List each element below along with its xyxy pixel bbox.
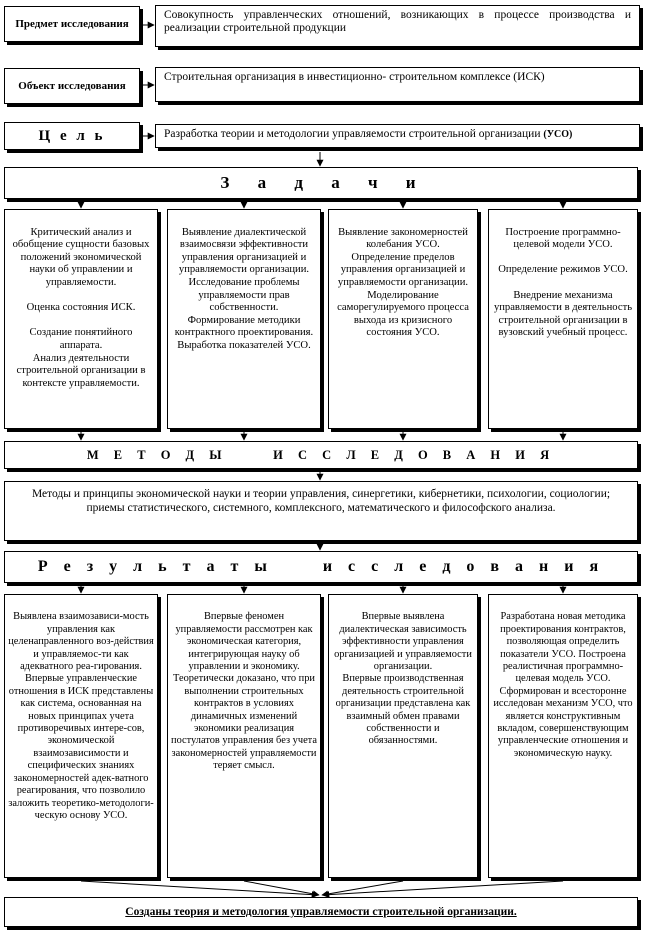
object-text: Строительная организация в инвестиционно- строительном комплексе (ИСК) (164, 71, 545, 83)
result-column-2-text: Впервые феномен управляемости рассмотрен как экономическая категория, интегрирующая науку об управлении и экономику. Теоретически доказано, что при выполнении строительных контрактов в условиях динамичных изменений экономики реализация постулатов управления без учета закономерностей управляемости теряет смысл. (171, 611, 317, 772)
arrow-conclusion-4 (323, 881, 563, 895)
goal-text: Разработка теории и методологии управляемости строительной организации (164, 128, 541, 140)
methods-title: М Е Т О Д Ы И С С Л Е Д О В А Н И Я (86, 447, 556, 462)
tasks-title: З а д а ч и (220, 173, 422, 192)
goal-label-text: Ц е л ь (38, 127, 106, 144)
object-label-text: Объект исследования (18, 79, 126, 92)
task-column-1-text: Критический анализ и обобщение сущности базовых положений экономической науки об управлении и управляемости. Оценка состояния ИСК. Создание понятийного аппарата. Анализ деятельности строительной организации в контексте управляемости. (12, 226, 150, 389)
subject-label-text: Предмет исследования (15, 17, 129, 30)
result-column-3-text: Впервые выявлена диалектическая зависимость эффективности управления организацией и управляемости организации. Впервые производственная деятельность строительной организации представлена как взаимный обмен правами собственности и обязанностями. (334, 611, 472, 747)
goal-abbr: (УСО) (543, 129, 573, 140)
methods-text: Методы и принципы экономической науки и теории управления, синергетики, кибернетики, психологии, социологии; приемы статистического, системного, комплексного, математического и философского анализа. (31, 488, 611, 514)
task-column-4-text: Построение программно-целевой модели УСО. Определение режимов УСО. Внедрение механизма управляемости в деятельность строительной организации в вузовский учебный процесс. (493, 226, 633, 339)
result-column-4-text: Разработана новая методика проектирования контрактов, позволяющая определить показатели УСО. Построена реалистичная программно-целевая модель УСО. Сформирован и всесторонне исследован механизм УСО, что является конструктивным вкладом, совершенствующим управленческие отношения и экономическую науку. (493, 611, 633, 759)
conclusion-text: Созданы теория и методология управляемости строительной организации. (125, 906, 517, 918)
task-column-3-text: Выявление закономерностей колебания УСО. Определение пределов управления организацией и управляемости организации. Моделирование саморегулируемого процесса выхода из кризисного состояния УСО. (337, 226, 469, 339)
subject-text: Совокупность управленческих отношений, возникающих в процессе производства и реализации строительной продукции (164, 9, 631, 34)
task-column-2-text: Выявление диалектической взаимосвязи эффективности управления организацией и управляемости организации. Исследование проблемы управляемости прав собственности. Формирование методики контрактного проектирования. Выработка показателей УСО. (174, 226, 314, 351)
results-title: Р е з у л ь т а т ы и с с л е д о в а н и я (37, 558, 605, 575)
result-column-1-text: Выявлена взаимозависи-мость управления как целенаправленного воз-действия и управляемос-ти как адекватного реа-гирования. Впервые управленческие отношения в ИСК представлены как система, основанная на новых принципах учета противоречивых интере-сов, экономической взаимозависимости и специфических знаниях закономерностей адек-ватного реагирования, что позволило заложить теоретико-методологи-ческую основу УСО. (8, 611, 154, 821)
